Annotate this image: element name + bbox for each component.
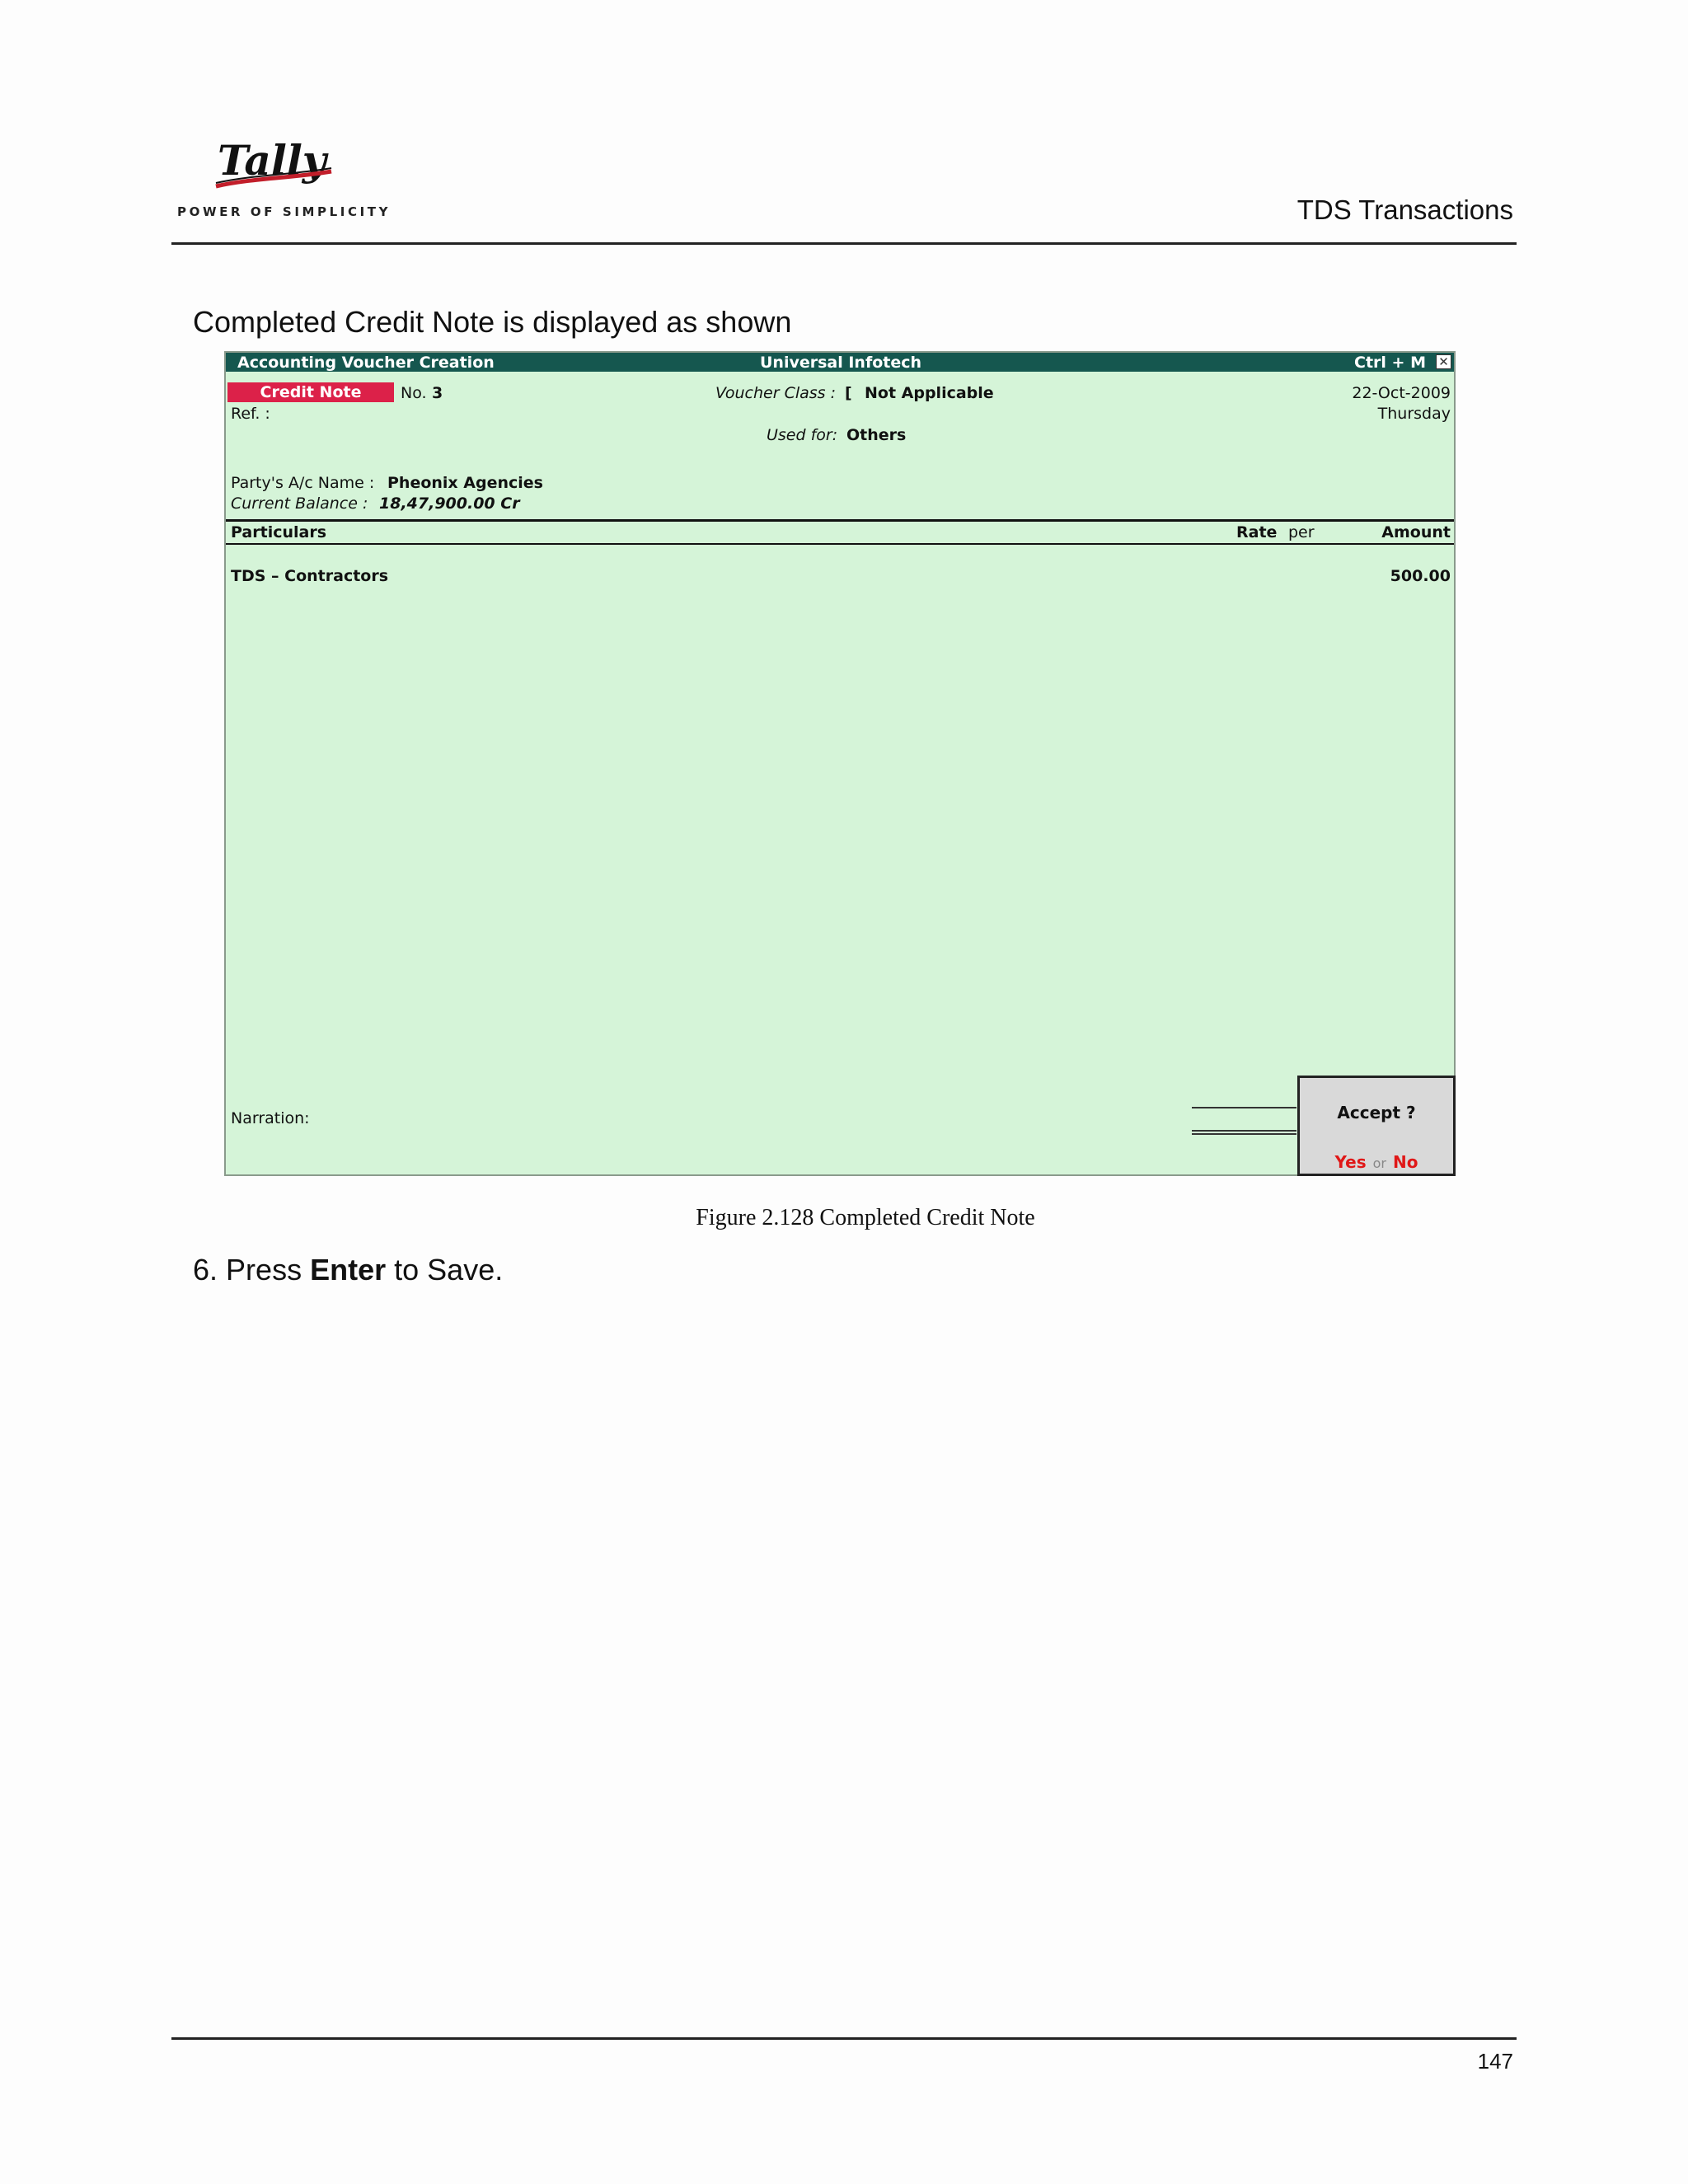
step-instruction: [193, 1253, 503, 1287]
accept-or-label: or: [1372, 1155, 1386, 1171]
voucher-class-bracket: [: [845, 384, 852, 402]
screen-title: Accounting Voucher Creation: [237, 354, 495, 372]
step-number: 6.: [193, 1253, 218, 1286]
step-prefix: Press: [226, 1253, 302, 1286]
voucher-day: Thursday: [1377, 405, 1451, 423]
accept-options: [1300, 1152, 1453, 1172]
footer-rule: [171, 2037, 1517, 2040]
balance-value: 18,47,900.00 Cr: [379, 494, 520, 513]
total-rule-bottom: [1192, 1133, 1296, 1135]
figure-caption: Figure 2.128 Completed Credit Note: [696, 1205, 1035, 1230]
voucher-class-label: Voucher Class :: [715, 384, 837, 402]
party-field[interactable]: Pheonix Agencies: [387, 474, 543, 492]
voucher-no-field[interactable]: 3: [432, 384, 443, 402]
voucher-type-badge: Credit Note: [227, 382, 394, 402]
row-amount[interactable]: 500.00: [1390, 567, 1451, 585]
table-header-bottom-rule: [226, 543, 1454, 545]
balance-label: Current Balance :: [231, 494, 368, 513]
step-suffix: to Save.: [394, 1253, 504, 1286]
voucher-no-label: No.: [401, 384, 427, 402]
section-title: TDS Transactions: [1296, 194, 1513, 225]
voucher-class-field[interactable]: Not Applicable: [865, 384, 994, 402]
logo-text: Tally: [218, 136, 326, 185]
narration-label: Narration:: [231, 1109, 310, 1127]
company-name: Universal Infotech: [760, 354, 922, 372]
column-rate: Rate: [1236, 523, 1278, 541]
shortcut-label: Ctrl + M: [1354, 354, 1426, 372]
party-label: Party's A/c Name :: [231, 474, 375, 492]
voucher-screen: [224, 351, 1456, 1176]
accept-no-button[interactable]: No: [1393, 1152, 1418, 1172]
voucher-date[interactable]: 22-Oct-2009: [1352, 384, 1451, 402]
header-rule: [171, 242, 1517, 245]
ref-label: Ref. :: [231, 405, 270, 423]
tally-logo-mark: [211, 135, 335, 194]
used-for-field[interactable]: Others: [846, 426, 907, 444]
step-key: Enter: [310, 1253, 387, 1286]
row-particulars[interactable]: TDS – Contractors: [231, 567, 389, 585]
logo-tagline: POWER OF SIMPLICITY: [177, 204, 392, 219]
page-number: 147: [1477, 2049, 1513, 2074]
title-bar: [226, 353, 1454, 372]
column-particulars: Particulars: [231, 523, 327, 541]
accept-question: Accept ?: [1337, 1103, 1416, 1122]
close-icon[interactable]: ✕: [1436, 354, 1451, 369]
intro-text: Completed Credit Note is displayed as shown: [193, 305, 792, 339]
accept-dialog: [1297, 1076, 1456, 1176]
total-rule-mid: [1192, 1130, 1296, 1132]
accept-yes-button[interactable]: Yes: [1334, 1152, 1367, 1172]
column-amount: Amount: [1381, 523, 1451, 541]
used-for-label: Used for:: [767, 426, 838, 444]
table-header-top-rule: [226, 519, 1454, 522]
total-rule-top: [1192, 1107, 1296, 1108]
column-per: per: [1288, 523, 1315, 541]
tally-logo: [175, 135, 392, 226]
